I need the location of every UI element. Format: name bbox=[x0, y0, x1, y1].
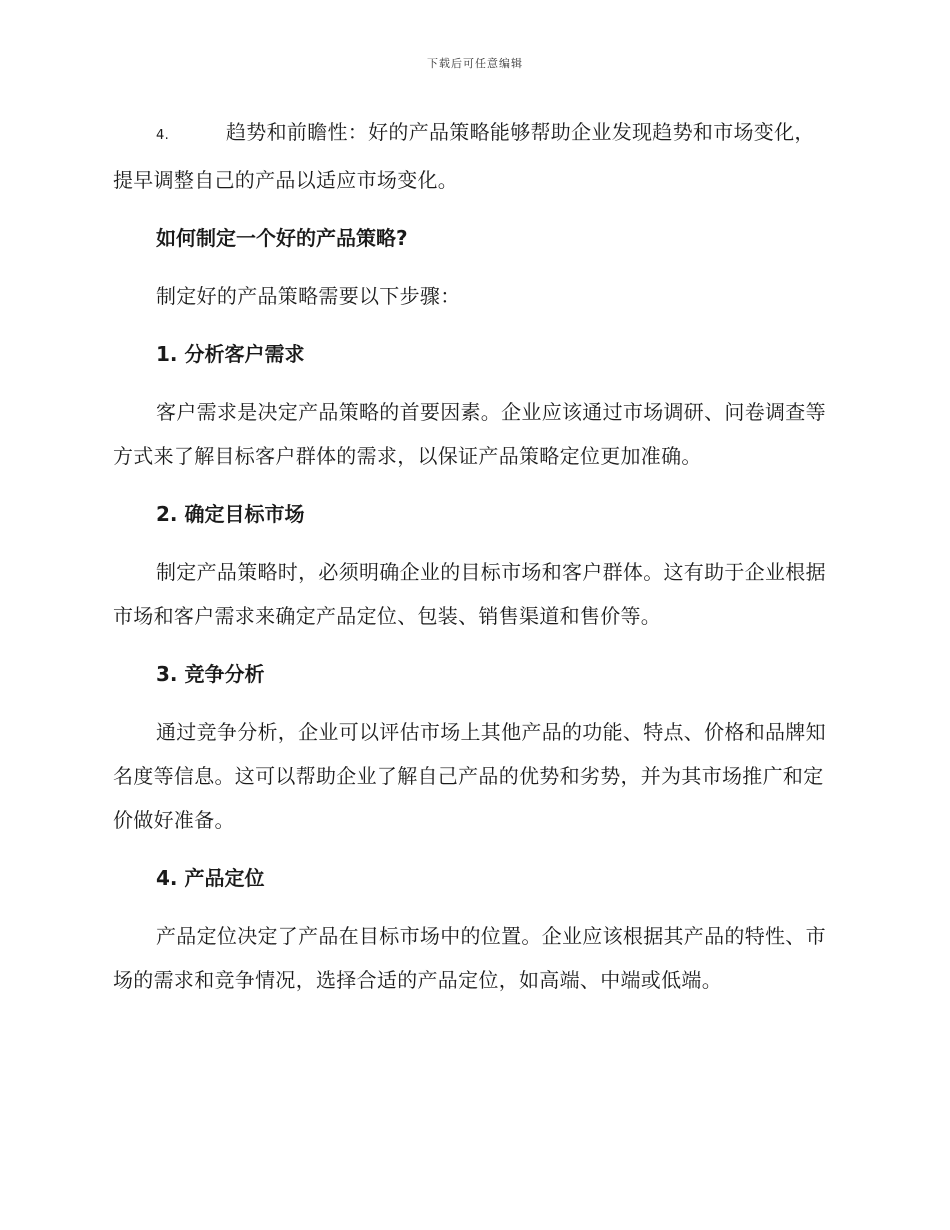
step-body-2: 制定产品策略时，必须明确企业的目标市场和客户群体。这有助于企业根据市场和客户需求来确定产品定位、包装、销售渠道和售价等。 bbox=[113, 560, 826, 628]
step-heading-1: 1. 分析客户需求 bbox=[156, 342, 305, 366]
page-header: 下载后可任意编辑 bbox=[427, 57, 523, 70]
step-heading-4: 4. 产品定位 bbox=[156, 866, 265, 890]
list-item-number: 4. bbox=[156, 128, 170, 143]
step-heading-3: 3. 竞争分析 bbox=[156, 662, 265, 686]
list-item-trend bbox=[113, 110, 833, 202]
step-body-3: 通过竞争分析，企业可以评估市场上其他产品的功能、特点、价格和品牌知名度等信息。这可以帮助企业了解自己产品的优势和劣势，并为其市场推广和定价做好准备。 bbox=[113, 720, 826, 832]
step-body-4: 产品定位决定了产品在目标市场中的位置。企业应该根据其产品的特性、市场的需求和竞争情况，选择合适的产品定位，如高端、中端或低端。 bbox=[113, 924, 826, 992]
step-heading-2: 2. 确定目标市场 bbox=[156, 502, 305, 526]
step-body-1: 客户需求是决定产品策略的首要因素。企业应该通过市场调研、问卷调查等方式来了解目标客户群体的需求，以保证产品策略定位更加准确。 bbox=[113, 400, 826, 468]
intro-paragraph: 制定好的产品策略需要以下步骤： bbox=[156, 284, 461, 308]
list-item-text: 趋势和前瞻性：好的产品策略能够帮助企业发现趋势和市场变化，提早调整自己的产品以适应市场变化。 bbox=[113, 120, 815, 192]
document-body bbox=[113, 110, 833, 1002]
section-question-heading: 如何制定一个好的产品策略? bbox=[156, 226, 408, 250]
